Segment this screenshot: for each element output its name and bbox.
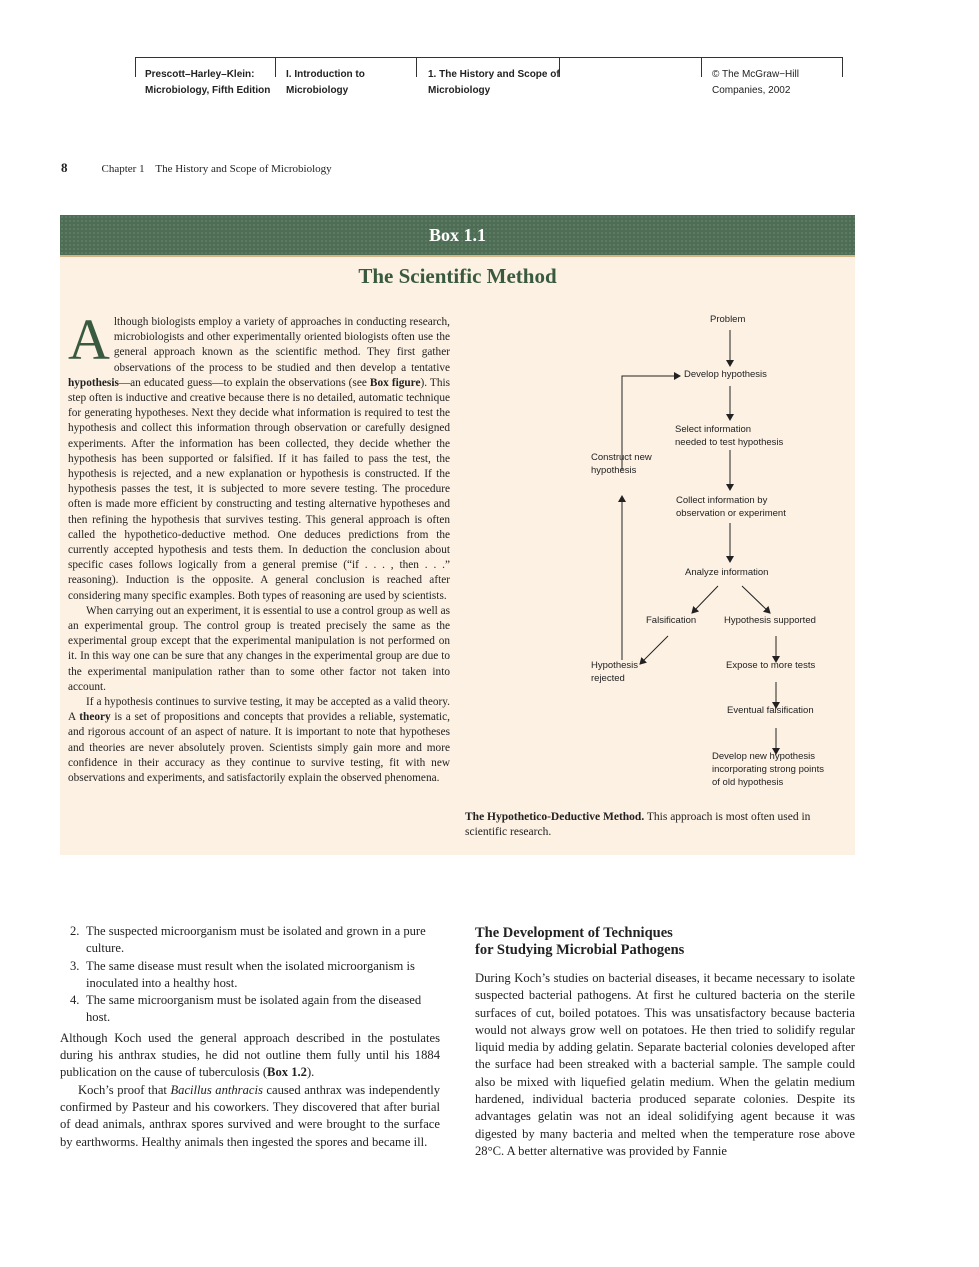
species-name: Bacillus anthracis [170, 1082, 263, 1097]
node-rejected-line2: rejected [591, 673, 625, 684]
box-paragraph: When carrying out an experiment, it is essential to use a control group as well as an experimental group. The control group is treated precisely the same as the experimental group except that the experimental manipulation is not performed on it. In this way one can be sure that any changes in the experimental group are due to the experimental manipulation rather than to some other factor not taken into account. [68, 604, 450, 693]
box-banner-label: Box 1.1 [428, 225, 486, 245]
list-number: 2. [70, 924, 80, 938]
list-text: The same disease must result when the isolated microorganism is inoculated into a healthy host. [86, 958, 415, 990]
arrow-analyze-supported [742, 586, 770, 613]
header-part-line1: I. Introduction to [286, 69, 365, 80]
box-title: The Scientific Method [358, 264, 557, 288]
text-span: is a set of propositions and concepts that provides a reliable, systematic, and rigorous account of an aspect of nature. It is important to note that hypotheses and theories are never absolutely proven. Scientists simply gain more and more confidence in their accuracy as they continue to survive testing, fit with new observations and experiments, and satisfactorily explain the observed phenomena. [68, 711, 451, 785]
header-book-title [145, 67, 270, 99]
text-span: caused anthrax was independently confirmed by Pasteur and his coworkers. They discovered that after burial of dead animals, anthrax spores survived and were brought to the surface by earthworms. Healthy animals then ingested the spores and became ill. [60, 1082, 440, 1149]
caption-text: This approach is most often used in scientific research. [465, 811, 811, 838]
header-divider [416, 57, 417, 77]
node-develop-hypothesis: Develop hypothesis [684, 369, 767, 380]
header-chapter-line2: Microbiology [428, 85, 491, 96]
node-construct-line2: hypothesis [591, 465, 637, 476]
node-eventual-falsification: Eventual falsification [727, 705, 814, 716]
term-hypothesis: hypothesis [68, 376, 119, 389]
node-select-information [675, 423, 783, 449]
list-text: The suspected microorganism must be isolated and grown in a pure culture. [86, 924, 426, 956]
node-construct-line1: Construct new [591, 452, 652, 463]
node-rejected-line1: Hypothesis [591, 660, 638, 671]
text-span: —an educated guess—to explain the observations (see [118, 376, 370, 389]
box-1-2-ref[interactable]: Box 1.2 [267, 1065, 307, 1080]
header-publisher-line2: Companies, 2002 [712, 85, 791, 96]
header-divider [701, 57, 702, 77]
box-figure-caption [465, 810, 845, 840]
node-analyze-information: Analyze information [685, 567, 769, 578]
arrow-falsification-rejected [640, 636, 668, 664]
node-select-line2: needed to test hypothesis [675, 437, 784, 448]
term-theory: theory [79, 711, 111, 724]
header-rule [135, 57, 843, 58]
section-heading-line1: The Development of Techniques [475, 925, 673, 941]
node-collect-line2: observation or experiment [676, 508, 786, 519]
page-number: 8 [61, 160, 68, 175]
header-divider [842, 57, 843, 77]
list-text: The same microorganism must be isolated again from the diseased host. [86, 993, 422, 1025]
right-column [475, 925, 855, 1160]
list-item [60, 923, 440, 958]
diagram-arrows [522, 310, 852, 810]
list-item [60, 992, 440, 1027]
header-divider [275, 57, 276, 77]
node-collect-line1: Collect information by [676, 495, 768, 506]
box-paragraph [68, 307, 451, 604]
section-heading-line2: for Studying Microbial Pathogens [475, 942, 685, 958]
node-newhyp-line3: of old hypothesis [712, 777, 784, 788]
hypothetico-deductive-diagram [522, 310, 852, 810]
node-newhyp-line1: Develop new hypothesis [712, 751, 815, 762]
list-number: 4. [70, 993, 80, 1008]
box-body-text [68, 307, 451, 786]
header-divider [135, 57, 136, 77]
header-publisher [712, 67, 799, 99]
running-head-text: Chapter 1 The History and Scope of Microbiology [101, 163, 332, 175]
caption-title: The Hypothetico-Deductive Method. [465, 811, 645, 823]
text-span: ). This step often is inductive and creative because there is no detailed, automatic technique for generating hypotheses. Next they decide what information is required to test the hypothesis and collect this information through observation or carefully designed experiments. After the information has been collected, they decide whether the hypothesis has been supported or falsified. If it has failed to pass the test, the hypothesis is rejected, and a new explanation or hypothesis is constructed. If the hypothesis passes the test, it is subjected to more severe testing. The procedure often is made more efficient by constructing and testing alternative hypotheses and then refining the hypothesis that survives testing. This general approach is often called the hypothetico-deductive method. One deduces predictions from the currently accepted hypothesis and tests them. In deduction the conclusion about specific cases follows logically from a general premise (“if . . . , then . . .” reasoning). Induction is the opposite. A general conclusion is reached after considering many specific examples. Both types of reasoning are used by scientists. [68, 376, 451, 602]
running-head [61, 160, 332, 176]
text-span: Although Koch used the general approach described in the postulates during his anthrax studies, he did not outline them fully until his 1884 publication on the cause of tuberculosis ( [60, 1030, 440, 1080]
book-header [135, 57, 843, 101]
node-problem: Problem [710, 314, 746, 325]
arrow-analyze-falsification [692, 586, 718, 613]
box-figure-ref[interactable]: Box figure [369, 376, 421, 389]
text-span: If a hypothesis continues to survive testing, it may be accepted as a valid theory. A [68, 696, 450, 724]
body-paragraph [60, 1082, 440, 1151]
node-hypothesis-supported: Hypothesis supported [724, 615, 816, 626]
node-expose-more-tests: Expose to more tests [726, 660, 816, 671]
header-book-line2: Microbiology, Fifth Edition [145, 85, 271, 96]
text-span: lthough biologists employ a variety of approaches in conducting research, microbiologists and other experimentally oriented biologists often use the general approach known as the scientific method. They first gather observations of the process to be studied and then develop a tentative [113, 316, 450, 374]
list-item [60, 958, 440, 993]
node-collect-information [676, 494, 786, 520]
header-chapter-line1: 1. The History and Scope of [428, 69, 560, 80]
header-chapter [428, 67, 560, 99]
box-paragraph [68, 695, 450, 786]
node-hypothesis-rejected [591, 659, 638, 685]
header-part-line2: Microbiology [286, 85, 349, 96]
text-span: Koch’s proof that [78, 1082, 171, 1097]
node-falsification: Falsification [646, 615, 697, 626]
drop-cap: A [68, 307, 110, 372]
node-construct-new-hypothesis [591, 451, 652, 477]
text-span: ). [306, 1065, 315, 1080]
list-number: 3. [70, 958, 80, 973]
header-part [286, 67, 365, 99]
header-publisher-line1: © The McGraw−Hill [712, 69, 799, 80]
section-heading [475, 925, 855, 959]
body-paragraph [60, 1030, 440, 1082]
node-newhyp-line2: incorporating strong points [712, 764, 824, 775]
left-column [60, 923, 440, 1151]
body-paragraph: During Koch’s studies on bacterial diseases, it became necessary to isolate suspected bacterial pathogens. At first he cultured bacteria on the sterile surfaces of cut, boiled potatoes. This was unsatisfactory because bacteria would not always grow well on potatoes. He then tried to solidify regular liquid media by adding gelatin. Separate bacterial colonies developed after the surface had been streaked with a bacterial sample. The sample could also be mixed with liquefied gelatin medium. When the gelatin medium hardened, individual bacteria produced separate colonies. Despite its advantages gelatin was not an ideal solidifying agent because it was digested by many bacteria and melted when the temperature rose above 28°C. A better alternative was provided by Fannie [475, 971, 855, 1158]
node-select-line1: Select information [675, 424, 752, 435]
header-book-line1: Prescott–Harley–Klein: [145, 69, 255, 80]
node-develop-new-hypothesis [712, 750, 824, 789]
box-banner [60, 215, 855, 257]
box-1-1 [60, 215, 855, 855]
